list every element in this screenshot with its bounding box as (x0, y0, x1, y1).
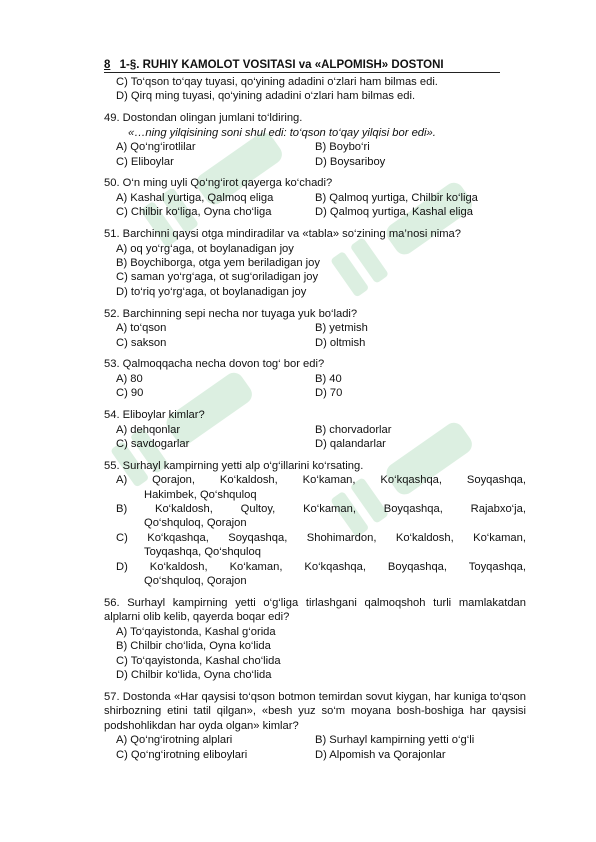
option-a: A) Kashal yurtiga, Qalmoq eliga (116, 191, 274, 204)
option-c: C) savdogarlar (116, 437, 190, 450)
question-text: 53. Qalmoqqacha necha dovon tog‘ bor edi? (104, 358, 325, 371)
option-b: B) Surhayl kampirning yetti o‘g‘li (315, 734, 475, 747)
option-c: C) To‘qayistonda, Kashal cho‘lida (116, 654, 281, 667)
question-56 (104, 596, 526, 682)
options (104, 191, 526, 220)
option-c: C) Qo‘ng‘irotning eliboylari (116, 748, 248, 761)
question-text: 57. Dostonda «Har qaysisi to‘qson botmon temirdan sovut kiygan, har kuniga to‘qson shirbozning etini tatil qilgan», «besh yuz so‘m moyana bosh-boshiga har qaysisi podshohlikdan har oyda olgan» kimlar? (104, 690, 526, 732)
question-text: 55. Surhayl kampirning yetti alp o‘g‘illarini ko‘rsating. (104, 459, 364, 472)
question-text: 50. O‘n ming uyli Qo‘ng‘irot qayerga ko‘chadi? (104, 177, 333, 190)
option-d: D) to‘riq yo‘rg‘aga, ot boylanadigan joy (116, 285, 307, 298)
option-a: A) to‘qson (116, 322, 167, 335)
page-header (104, 58, 500, 73)
option-a: A) oq yo‘rg‘aga, ot boylanadigan joy (116, 242, 294, 255)
option-c: C) Chilbir ko‘liga, Oyna cho‘liga (116, 206, 272, 219)
option-a: A) To‘qayistonda, Kashal g‘orida (116, 625, 276, 638)
option-d: D) Ko‘kaldosh, Ko‘kaman, Ko‘kqashqa, Boyqashqa, Toyqashqa, Qo‘shquloq, Qorajon (116, 560, 526, 588)
section-mark: 8 (104, 59, 111, 71)
options (104, 321, 526, 350)
option-d: D) Qirq ming tuyasi, qo‘yining adadini o‘zlari ham bilmas edi. (116, 90, 416, 103)
option-d: D) Boysariboy (315, 155, 386, 168)
question-57 (104, 690, 526, 762)
carry-over-options (104, 75, 526, 104)
option-c: C) sakson (116, 336, 167, 349)
questions-content (104, 75, 526, 762)
option-a: A) dehqonlar (116, 423, 181, 436)
option-b: B) Chilbir cho‘lida, Oyna ko‘lida (116, 640, 271, 653)
option-b: B) yetmish (315, 322, 368, 335)
option-a: A) Qo‘ng‘irotning alplari (116, 734, 233, 747)
option-d: D) oltmish (315, 336, 366, 349)
options (104, 423, 526, 452)
options (104, 372, 526, 401)
option-a: A) Qorajon, Ko‘kaldosh, Ko‘kaman, Ko‘kqashqa, Soyqashqa, Hakimbek, Qo‘shquloq (116, 474, 526, 501)
option-b: B) Ko‘kaldosh, Qultoy, Ko‘kaman, Boyqashqa, Rajabxo‘ja, Qo‘shquloq, Qorajon (116, 503, 526, 530)
question-51 (104, 227, 526, 299)
question-49 (104, 111, 526, 169)
option-b: B) Qalmoq yurtiga, Chilbir ko‘liga (315, 191, 478, 204)
question-53 (104, 357, 526, 400)
option-c: C) 90 (116, 387, 144, 400)
question-text: 56. Surhayl kampirning yetti o‘g‘liga tirlashgani qalmoqshoh turli mamlakatdan alplarni olib kelib, qayerda boqar edi? (104, 597, 526, 624)
option-c: C) Ko‘kqashqa, Soyqashqa, Shohimardon, Ko‘kaldosh, Ko‘kaman, Toyqashqa, Qo‘shquloq (116, 531, 526, 559)
option-b: B) chorvadorlar (315, 423, 392, 436)
question-54 (104, 408, 526, 451)
option-d: D) Alpomish va Qorajonlar (315, 748, 446, 761)
question-52 (104, 307, 526, 350)
question-text: 51. Barchinni qaysi otga mindiradilar va «tabla» so‘zining ma’nosi nima? (104, 228, 461, 241)
option-b: B) Boybo‘ri (315, 141, 370, 154)
option-d: D) qalandarlar (315, 437, 386, 450)
options (104, 733, 526, 762)
option-d: D) 70 (315, 387, 343, 400)
question-50 (104, 176, 526, 219)
option-c: C) saman yo‘rg‘aga, ot sug‘oriladigan joy (116, 271, 319, 284)
option-a: A) 80 (116, 372, 143, 385)
section-title: 1-§. RUHIY KAMOLOT VOSITASI va «ALPOMISH» DOSTONI (119, 59, 444, 71)
question-quote: «…ning yilqisining soni shul edi: to‘qson to‘qay yilqisi bor edi». (128, 126, 436, 139)
option-d: D) Qalmoq yurtiga, Kashal eliga (315, 206, 473, 219)
option-c: C) To‘qson to‘qay tuyasi, qo‘yining adadini o‘zlari ham bilmas edi. (116, 76, 438, 88)
option-b: B) 40 (315, 372, 342, 385)
options (104, 140, 526, 169)
question-text: 49. Dostondan olingan jumlani to‘ldiring. (104, 112, 303, 125)
question-text: 52. Barchinning sepi necha nor tuyaga yuk bo‘ladi? (104, 307, 358, 320)
option-b: B) Boychiborga, otga yem beriladigan joy (116, 256, 320, 269)
question-55 (104, 459, 526, 589)
option-c: C) Eliboylar (116, 155, 174, 168)
option-a: A) Qo‘ng‘irotlilar (116, 141, 196, 154)
question-text: 54. Eliboylar kimlar? (104, 409, 205, 422)
option-d: D) Chilbir ko‘lida, Oyna cho‘lida (116, 669, 272, 682)
